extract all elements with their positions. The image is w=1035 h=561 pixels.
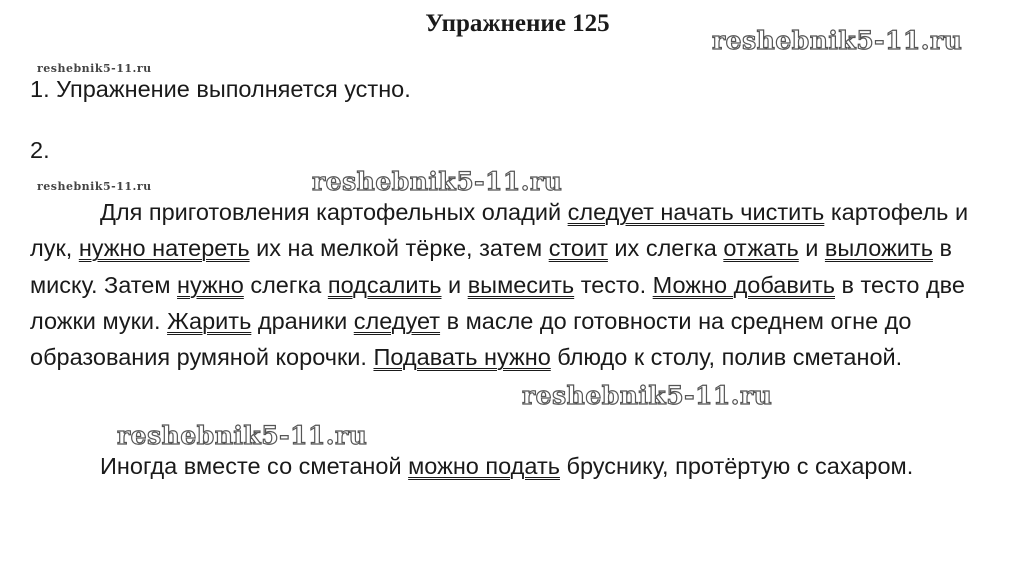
text-segment: Иногда вместе со сметаной	[100, 453, 409, 479]
watermark-top-right: reshebnik5-11.ru	[712, 26, 963, 55]
text-segment: тесто.	[574, 271, 653, 298]
watermark-mid-right: reshebnik5-11.ru	[522, 381, 773, 410]
underlined-phrase: следует	[353, 307, 441, 334]
watermark-lower-left: reshebnik5-11.ru	[117, 421, 368, 450]
underlined-phrase: подсалить	[327, 271, 442, 298]
serving-paragraph	[30, 448, 1015, 484]
underlined-phrase: нужно натереть	[78, 235, 250, 262]
underlined-phrase: следует начать чистить	[567, 199, 825, 225]
page-title: Упражнение 125	[425, 10, 610, 37]
watermark-mid-center: reshebnik5-11.ru	[312, 167, 563, 196]
underlined-phrase: Жарить	[167, 307, 252, 334]
underlined-phrase: выложить	[824, 235, 933, 262]
text-segment: бруснику, протёртую с сахаром.	[559, 453, 914, 479]
item-2-label: 2.	[30, 137, 50, 163]
text-segment: блюдо к столу, полив сметаной.	[550, 344, 903, 371]
underlined-phrase: отжать	[723, 235, 799, 262]
text-segment: в масле до готовности на среднем огне до образования румяной корочки.	[30, 307, 912, 371]
text-segment: и	[441, 271, 468, 298]
text-segment: их слегка	[607, 235, 724, 262]
text-segment: слегка	[243, 271, 328, 298]
text-segment: в тесто две ложки муки.	[30, 271, 965, 334]
underlined-phrase: Подавать нужно	[373, 344, 551, 371]
underlined-phrase: вымесить	[467, 271, 575, 298]
text-segment: и	[798, 235, 825, 262]
underlined-phrase: стоит	[548, 235, 608, 262]
text-segment: в миску. Затем	[30, 235, 952, 298]
text-segment: Для приготовления картофельных оладий	[100, 199, 568, 225]
watermark-small-1: reshebnik5-11.ru	[37, 62, 152, 75]
underlined-phrase: Можно добавить	[652, 271, 835, 298]
text-segment: их на мелкой тёрке, затем	[249, 235, 549, 262]
underlined-phrase: можно подать	[408, 453, 560, 479]
text-segment: драники	[251, 307, 354, 334]
recipe-paragraph	[30, 194, 1015, 375]
watermark-small-2: reshebnik5-11.ru	[37, 180, 152, 193]
underlined-phrase: нужно	[177, 271, 244, 298]
item-1-text: 1. Упражнение выполняется устно.	[30, 76, 411, 102]
text-segment: картофель и лук,	[30, 199, 969, 262]
